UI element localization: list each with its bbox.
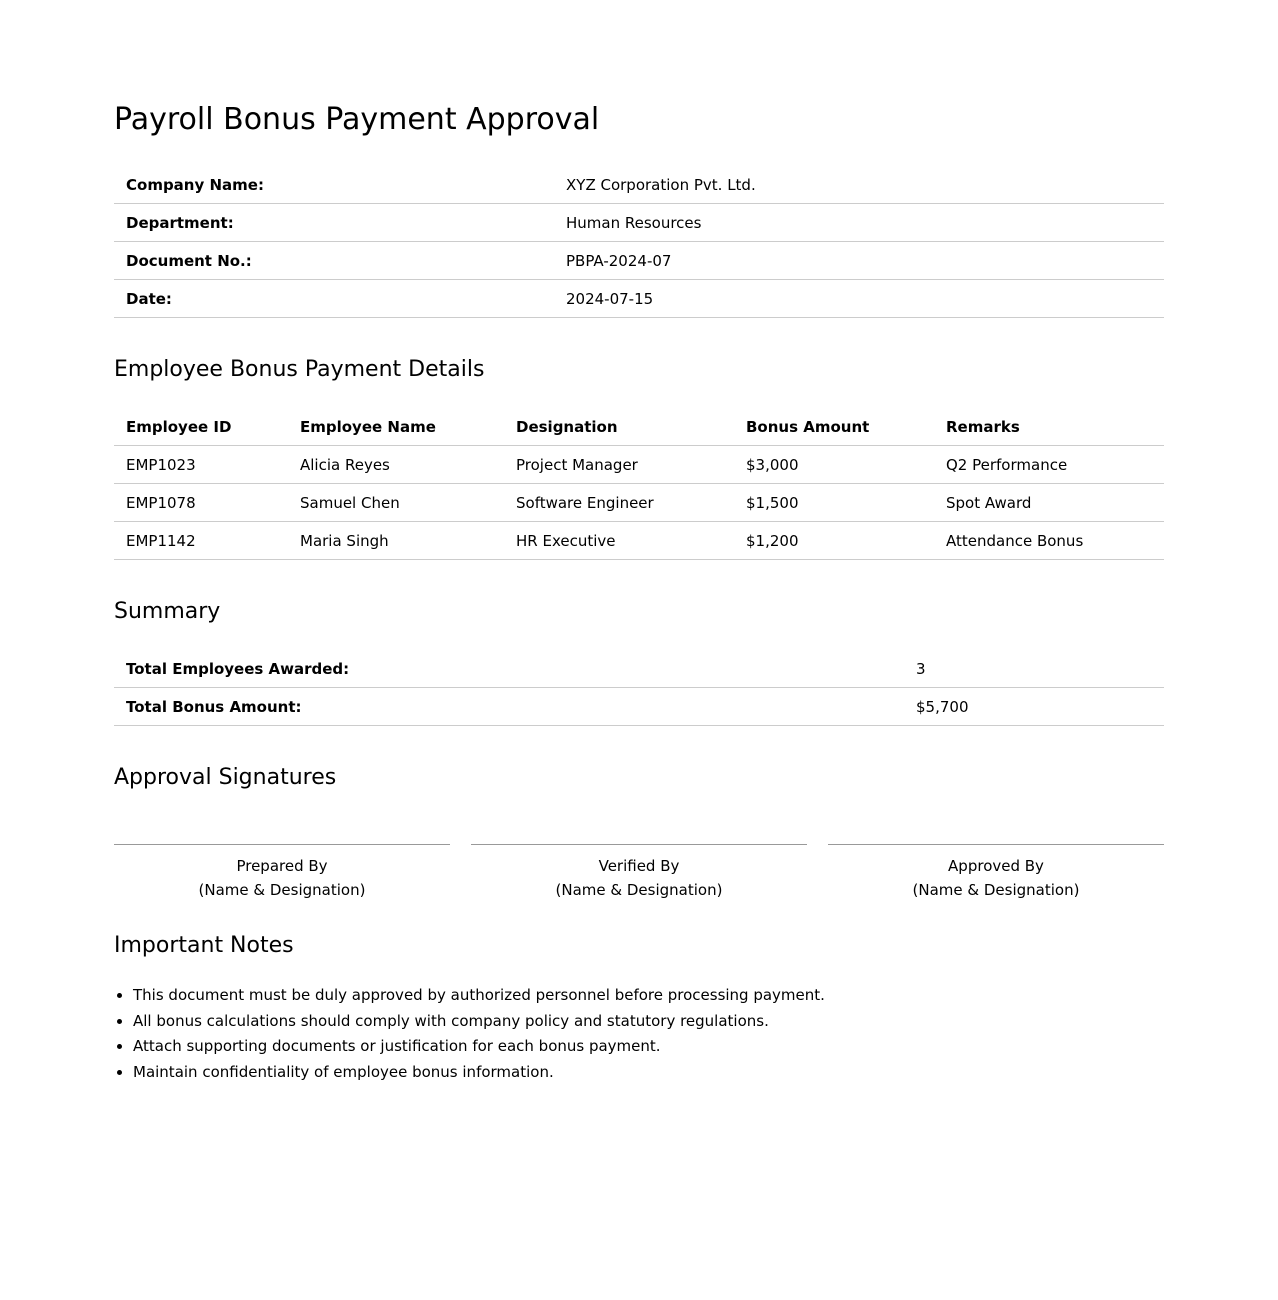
department-label: Department: <box>114 204 554 242</box>
designation-cell: HR Executive <box>504 522 734 560</box>
signature-role: Prepared By <box>236 857 328 875</box>
remarks-cell: Q2 Performance <box>934 446 1164 484</box>
column-header-employee-id: Employee ID <box>114 408 288 446</box>
column-header-designation: Designation <box>504 408 734 446</box>
notes-heading: Important Notes <box>114 933 294 958</box>
employee-id-cell: EMP1142 <box>114 522 288 560</box>
table-header-row <box>114 408 1164 446</box>
designation-cell: Project Manager <box>504 446 734 484</box>
bonus-amount-cell: $1,500 <box>734 484 934 522</box>
bonus-details-table <box>114 408 1164 560</box>
summary-heading: Summary <box>114 599 221 624</box>
column-header-remarks: Remarks <box>934 408 1164 446</box>
employee-name-cell: Alicia Reyes <box>288 446 504 484</box>
info-row-document-no <box>114 242 1164 280</box>
total-bonus-label: Total Bonus Amount: <box>114 688 904 726</box>
date-value: 2024-07-15 <box>554 280 1164 318</box>
date-label: Date: <box>114 280 554 318</box>
signature-role: Approved By <box>948 857 1044 875</box>
signature-block-approved <box>828 844 1164 902</box>
column-header-bonus-amount: Bonus Amount <box>734 408 934 446</box>
bonus-amount-cell: $1,200 <box>734 522 934 560</box>
signature-note: (Name & Designation) <box>912 881 1080 899</box>
table-row <box>114 522 1164 560</box>
remarks-cell: Attendance Bonus <box>934 522 1164 560</box>
employee-name-cell: Maria Singh <box>288 522 504 560</box>
document-no-value: PBPA-2024-07 <box>554 242 1164 280</box>
info-row-date <box>114 280 1164 318</box>
column-header-employee-name: Employee Name <box>288 408 504 446</box>
remarks-cell: Spot Award <box>934 484 1164 522</box>
info-row-company <box>114 166 1164 204</box>
signature-note: (Name & Designation) <box>198 881 366 899</box>
employee-id-cell: EMP1023 <box>114 446 288 484</box>
summary-table <box>114 650 1164 726</box>
bonus-amount-cell: $3,000 <box>734 446 934 484</box>
summary-row-employees <box>114 650 1164 688</box>
signatures-heading: Approval Signatures <box>114 765 337 790</box>
list-item: • Maintain confidentiality of employee bonus information. <box>133 1060 825 1086</box>
designation-cell: Software Engineer <box>504 484 734 522</box>
employee-id-cell: EMP1078 <box>114 484 288 522</box>
summary-row-amount <box>114 688 1164 726</box>
table-row <box>114 484 1164 522</box>
signature-role: Verified By <box>598 857 680 875</box>
total-employees-value: 3 <box>904 650 1164 688</box>
list-item: • All bonus calculations should comply with company policy and statutory regulations. <box>133 1009 825 1035</box>
list-item: • Attach supporting documents or justification for each bonus payment. <box>133 1034 825 1060</box>
list-item: • This document must be duly approved by authorized personnel before processing payment. <box>133 983 825 1009</box>
info-row-department <box>114 204 1164 242</box>
table-row <box>114 446 1164 484</box>
department-value: Human Resources <box>554 204 1164 242</box>
bonus-details-heading: Employee Bonus Payment Details <box>114 357 485 382</box>
document-info-table <box>114 166 1164 318</box>
document-no-label: Document No.: <box>114 242 554 280</box>
company-label: Company Name: <box>114 166 554 204</box>
page-title: Payroll Bonus Payment Approval <box>114 102 600 137</box>
signature-block-verified <box>471 844 807 902</box>
signature-note: (Name & Designation) <box>555 881 723 899</box>
total-employees-label: Total Employees Awarded: <box>114 650 904 688</box>
signature-block-prepared <box>114 844 450 902</box>
employee-name-cell: Samuel Chen <box>288 484 504 522</box>
company-value: XYZ Corporation Pvt. Ltd. <box>554 166 1164 204</box>
total-bonus-value: $5,700 <box>904 688 1164 726</box>
notes-list <box>114 983 825 1085</box>
